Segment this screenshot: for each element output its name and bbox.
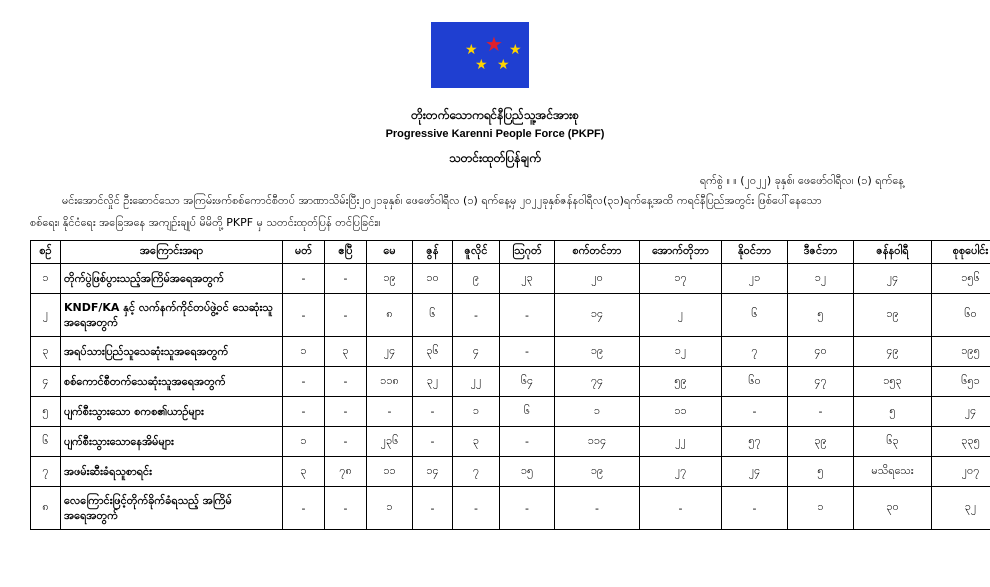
column-header: နိုဝင်ဘာ <box>722 241 788 264</box>
table-cell: ၁၀ <box>413 264 453 294</box>
table-row <box>31 397 990 427</box>
table-cell: ၂၄ <box>722 457 788 487</box>
row-topic: အရပ်သားပြည်သူသေဆုံးသူအရေအတွက် <box>61 337 283 367</box>
table-cell: ၁၅ <box>500 457 555 487</box>
table-cell: ၁၁၄ <box>555 427 640 457</box>
table-cell: ၃ <box>325 337 367 367</box>
table-cell: ၁၉ <box>854 294 932 337</box>
row-topic: တိုက်ပွဲဖြစ်ပွားသည့်အကြိမ်အရေအတွက် <box>61 264 283 294</box>
table-cell: ၆၄ <box>500 367 555 397</box>
table-cell: - <box>500 337 555 367</box>
column-header: ဇူလိုင် <box>453 241 500 264</box>
table-cell: ၁၅၆ <box>932 264 990 294</box>
table-cell: ၁ <box>453 397 500 427</box>
table-cell: ၃ <box>453 427 500 457</box>
row-topic: KNDF/KA နှင့် လက်နက်ကိုင်တပ်ဖွဲ့ဝင် သေဆုံးသူအရေအတွက် <box>61 294 283 337</box>
table-cell: ၃၉ <box>788 427 854 457</box>
table-cell: ၁၁ <box>367 457 413 487</box>
table-row <box>31 264 990 294</box>
row-number: ၄ <box>31 367 61 397</box>
table-cell: ၆၀ <box>722 367 788 397</box>
table-cell: - <box>453 487 500 530</box>
table-cell: - <box>325 264 367 294</box>
table-cell: - <box>555 487 640 530</box>
statistics-table <box>30 240 990 530</box>
table-cell: ၇၄ <box>555 367 640 397</box>
table-cell: - <box>325 367 367 397</box>
table-cell: ၁၇ <box>640 264 722 294</box>
table-cell: ၁၉ <box>367 264 413 294</box>
table-cell: ၇၈ <box>325 457 367 487</box>
table-cell: - <box>283 367 325 397</box>
column-header: စဉ် <box>31 241 61 264</box>
table-cell: ၃၆ <box>413 337 453 367</box>
row-number: ၂ <box>31 294 61 337</box>
table-cell: ၁ <box>367 487 413 530</box>
table-cell: ၆ <box>722 294 788 337</box>
table-cell: ၄၇ <box>788 367 854 397</box>
table-cell: - <box>325 487 367 530</box>
column-header: ဒီဇင်ဘာ <box>788 241 854 264</box>
table-row <box>31 427 990 457</box>
table-cell: ၁၉၅ <box>932 337 990 367</box>
table-cell: - <box>283 397 325 427</box>
table-cell: ၂၃ <box>500 264 555 294</box>
table-cell: - <box>413 427 453 457</box>
table-cell: - <box>640 487 722 530</box>
table-row <box>31 337 990 367</box>
table-cell: - <box>325 397 367 427</box>
table-cell: ၁ <box>788 487 854 530</box>
table-cell: ၄ <box>453 337 500 367</box>
table-cell: ၄၉ <box>854 337 932 367</box>
table-cell: - <box>722 487 788 530</box>
table-cell: - <box>283 294 325 337</box>
row-number: ၁ <box>31 264 61 294</box>
column-header: ဩဂုတ် <box>500 241 555 264</box>
table-cell: ၁၂ <box>788 264 854 294</box>
column-header: ဇန်နဝါရီ <box>854 241 932 264</box>
table-cell: ၁ <box>283 337 325 367</box>
star-icon: ★ <box>497 57 510 73</box>
table-cell: ၄၀ <box>788 337 854 367</box>
row-topic: အဖမ်းဆီးခံရသူစာရင်း <box>61 457 283 487</box>
table-cell: ၇ <box>722 337 788 367</box>
table-cell: ၃၀ <box>854 487 932 530</box>
date-line: ရက်စွဲ ။ ။ (၂၀၂၂) ခုနှစ်၊ ဖေဖော်ဝါရီလ၊ (၁) ရက်နေ့ <box>699 174 904 187</box>
table-cell: - <box>325 427 367 457</box>
row-number: ၆ <box>31 427 61 457</box>
table-cell: ၁၉ <box>555 337 640 367</box>
org-name-burmese: တိုးတက်သောကရင်နီပြည်သူ့အင်အားစု <box>411 108 579 122</box>
row-topic: ပျက်စီးသွားသောနေအိမ်များ <box>61 427 283 457</box>
table-cell: ၅ <box>788 457 854 487</box>
table-cell: ၃၂ <box>932 487 990 530</box>
table-cell: ၁၅၃ <box>854 367 932 397</box>
document-title: သတင်းထုတ်ပြန်ချက် <box>449 151 541 165</box>
column-header: အောက်တိုဘာ <box>640 241 722 264</box>
table-row <box>31 487 990 530</box>
star-icon: ★ <box>475 57 488 73</box>
table-cell: ၂၀ <box>555 264 640 294</box>
table-cell: ၆၀ <box>932 294 990 337</box>
table-cell: - <box>500 294 555 337</box>
table-cell: - <box>500 487 555 530</box>
table-cell: ၃၂ <box>413 367 453 397</box>
table-cell: ၅ <box>788 294 854 337</box>
table-cell: ၃ <box>283 457 325 487</box>
table-row <box>31 457 990 487</box>
table-cell: မသိရသေး <box>854 457 932 487</box>
star-icon: ★ <box>509 42 522 58</box>
table-cell: ၂၁ <box>722 264 788 294</box>
table-cell: - <box>722 397 788 427</box>
row-number: ၈ <box>31 487 61 530</box>
table-cell: ၂ <box>640 294 722 337</box>
table-cell: ၂၄ <box>367 337 413 367</box>
table-cell: ၆၅၁ <box>932 367 990 397</box>
table-cell: ၁၁၈ <box>367 367 413 397</box>
table-cell: ၁ <box>283 427 325 457</box>
table-cell: ၆ <box>500 397 555 427</box>
table-cell: - <box>413 397 453 427</box>
row-topic: စစ်ကောင်စီတက်သေဆုံးသူအရေအတွက် <box>61 367 283 397</box>
table-cell: ၁ <box>555 397 640 427</box>
table-cell: ၂၂ <box>453 367 500 397</box>
pkpf-flag <box>431 22 529 88</box>
table-cell: ၉ <box>453 264 500 294</box>
table-cell: - <box>500 427 555 457</box>
table-cell: ၂၄ <box>932 397 990 427</box>
row-number: ၇ <box>31 457 61 487</box>
row-topic: ပျက်စီးသွားသော စကစ၏ယာဉ်များ <box>61 397 283 427</box>
table-cell: - <box>367 397 413 427</box>
table-cell: ၂၃၆ <box>367 427 413 457</box>
column-header: မတ် <box>283 241 325 264</box>
table-cell: ၃၃၅ <box>932 427 990 457</box>
column-header: စက်တင်ဘာ <box>555 241 640 264</box>
body-text-line-1: မင်းအောင်လှိုင် ဦးဆောင်သော အကြမ်းဖက်စစ်ကောင်စီတပ် အာဏာသိမ်းပြီး၂၀၂၁ခုနှစ်၊ ဖေဖော်ဝါရီလ (၁) ရက်နေ့မှ ၂၀၂၂ခုနှစ်ဇန်နဝါရီလ(၃၁)ရက်နေ့အထိ ကရင်နီပြည်အတွင်း ဖြစ်ပေါ်နေသော <box>62 194 822 207</box>
column-header: မေ <box>367 241 413 264</box>
star-icon: ★ <box>465 42 478 58</box>
org-name-english: Progressive Karenni People Force (PKPF) <box>385 128 605 140</box>
table-cell: ၁၉ <box>555 457 640 487</box>
table-cell: - <box>413 487 453 530</box>
body-text-line-2: စစ်ရေး၊ နိုင်ငံရေး အခြေအနေ အကျဉ်းချုပ် မိမိတို့ PKPF မှ သတင်းထုတ်ပြန် တင်ပြခြင်း။ <box>30 216 381 229</box>
row-topic: လေကြောင်းဖြင့်တိုက်ခိုက်ခံရသည့် အကြိမ်အရေအတွက် <box>61 487 283 530</box>
table-cell: ၂၇ <box>640 457 722 487</box>
table-cell: ၂၀၇ <box>932 457 990 487</box>
table-cell: ၁၄ <box>555 294 640 337</box>
table-cell: ၅၉ <box>640 367 722 397</box>
table-cell: - <box>283 487 325 530</box>
table-cell: ၆ <box>413 294 453 337</box>
table-cell: ၁၄ <box>413 457 453 487</box>
table-cell: ၂၂ <box>640 427 722 457</box>
star-icon: ★ <box>485 32 503 56</box>
table-row <box>31 367 990 397</box>
table-cell: - <box>788 397 854 427</box>
table-row <box>31 294 990 337</box>
table-cell: ၅ <box>854 397 932 427</box>
table-cell: - <box>283 264 325 294</box>
table-cell: ၇ <box>453 457 500 487</box>
column-header: စုစုပေါင်း <box>932 241 990 264</box>
table-cell: - <box>325 294 367 337</box>
table-cell: ၂၄ <box>854 264 932 294</box>
column-header: ဇွန် <box>413 241 453 264</box>
table-cell: ၆၃ <box>854 427 932 457</box>
table-cell: ၈ <box>367 294 413 337</box>
table-cell: ၁၂ <box>640 337 722 367</box>
table-cell: ၅၇ <box>722 427 788 457</box>
column-header: ဧပြီ <box>325 241 367 264</box>
table-cell: ၁၁ <box>640 397 722 427</box>
table-header-row <box>31 241 990 264</box>
row-number: ၃ <box>31 337 61 367</box>
table-cell: - <box>453 294 500 337</box>
row-number: ၅ <box>31 397 61 427</box>
column-header: အကြောင်းအရာ <box>61 241 283 264</box>
